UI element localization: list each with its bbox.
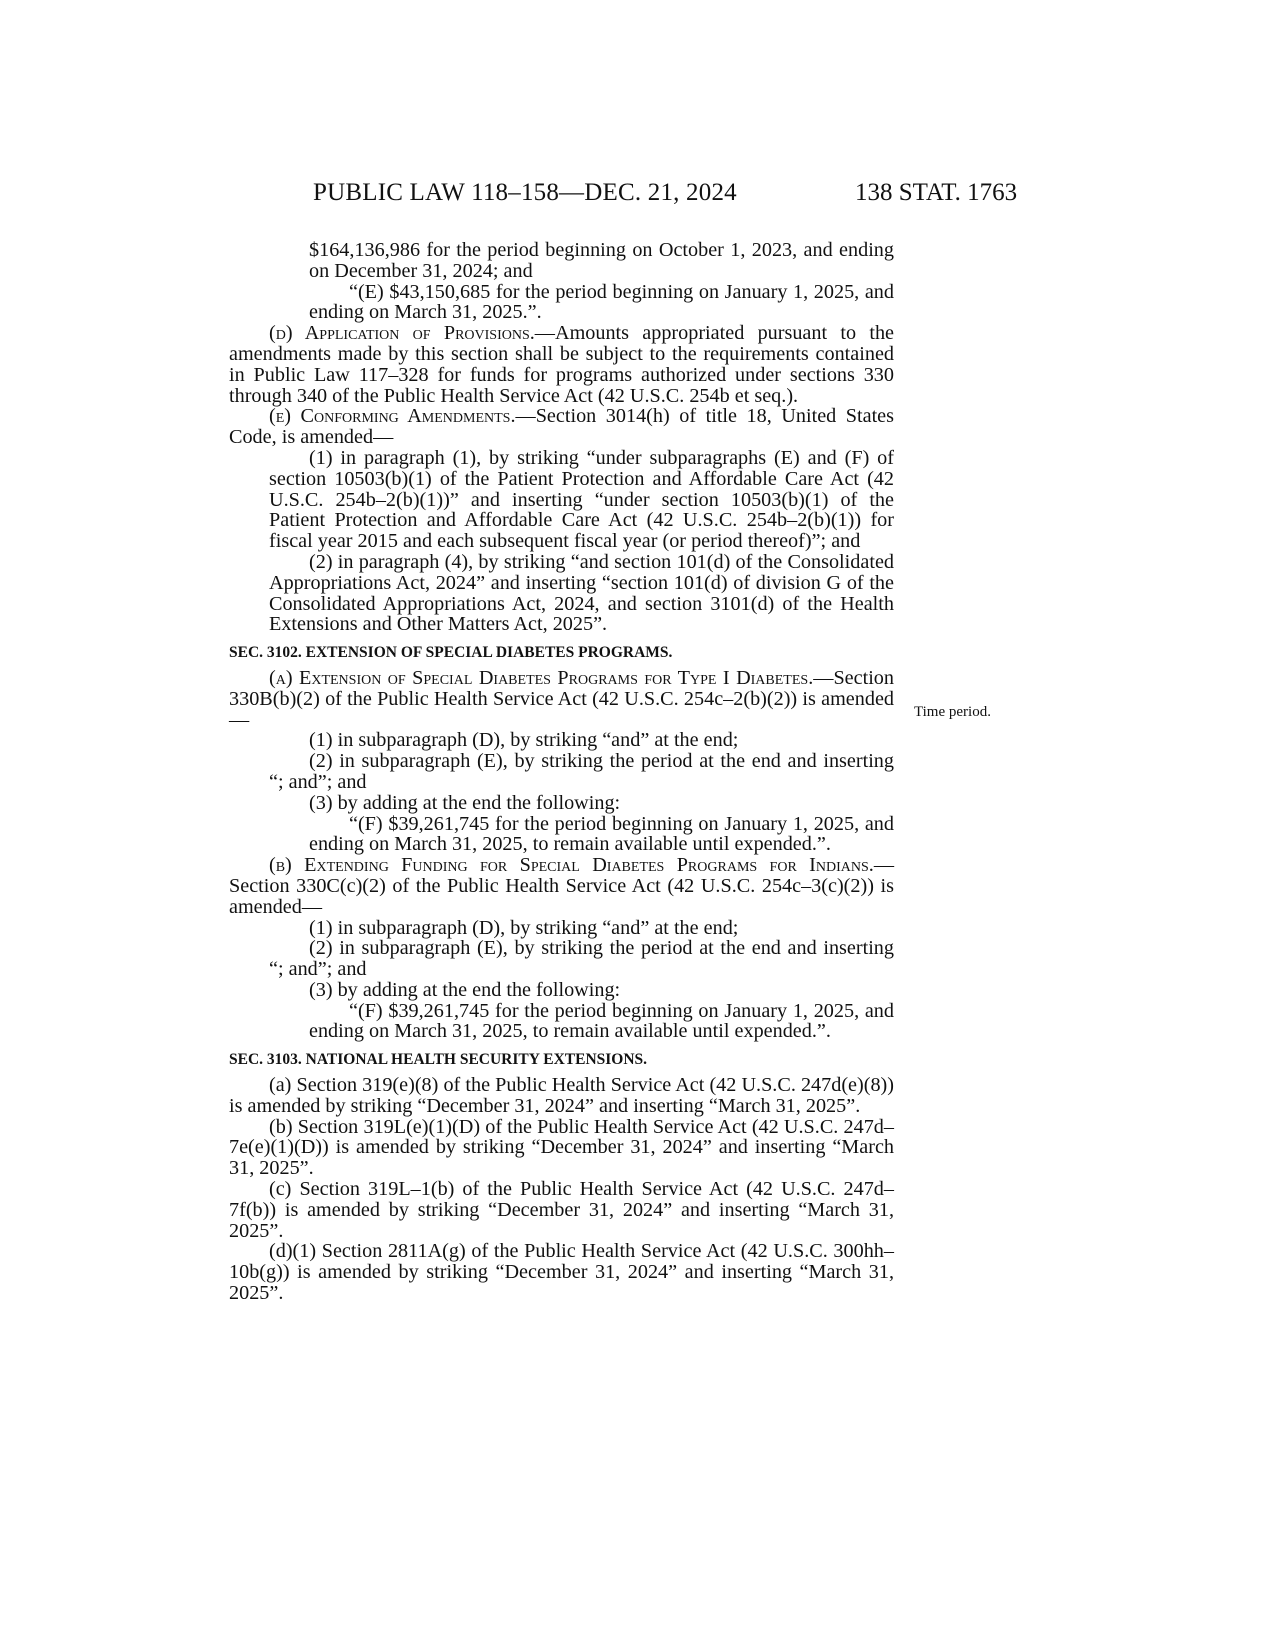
paragraph: “(F) $39,261,745 for the period beginning on January 1, 2025, and ending on March 31, 2025, to remain available until expended.”. [309, 999, 894, 1043]
paragraph: (1) in subparagraph (D), by striking “and” at the end; [309, 916, 739, 939]
subsection-text: —Section 330B(b)(2) of the Public Health Service Act (42 U.S.C. 254c–2(b)(2)) is amended— [229, 666, 894, 731]
paragraph [229, 323, 894, 406]
paragraph: (c) Section 319L–1(b) of the Public Health Service Act (42 U.S.C. 247d–7f(b)) is amended by striking “December 31, 2024” and inserting “March 31, 2025”. [229, 1178, 894, 1242]
paragraph: $164,136,986 for the period beginning on October 1, 2023, and ending on December 31, 2024; and [309, 239, 894, 282]
paragraph [229, 668, 894, 730]
subsection-caption: (b) Extending Funding for Special Diabetes Programs for Indians. [269, 854, 874, 877]
paragraph: “(E) $43,150,685 for the period beginning on January 1, 2025, and ending on March 31, 2025.”. [309, 280, 894, 324]
paragraph: (3) by adding at the end the following: [309, 791, 621, 814]
paragraph: “(F) $39,261,745 for the period beginning on January 1, 2025, and ending on March 31, 2025, to remain available until expended.”. [309, 812, 894, 856]
paragraph: (2) in paragraph (4), by striking “and section 101(d) of the Consolidated Appropriations Act, 2024” and inserting “section 101(d) of division G of the Consolidated Appropriations Act, 2024, and section 3101(d) of the Health Extensions and Other Matters Act, 2025”. [269, 550, 894, 636]
paragraph: (d)(1) Section 2811A(g) of the Public Health Service Act (42 U.S.C. 300hh–10b(g)) is amended by striking “December 31, 2024” and inserting “March 31, 2025”. [229, 1240, 894, 1305]
paragraph: (1) in subparagraph (D), by striking “and” at the end; [309, 729, 739, 752]
subsection-text: —Amounts appropriated pursuant to the amendments made by this section shall be subject to the requirements contained in Public Law 117–328 for funds for programs authorized under sections 330 through 340 of the Public Health Service Act (42 U.S.C. 254b et seq.). [229, 322, 894, 407]
section-heading: SEC. 3102. EXTENSION OF SPECIAL DIABETES PROGRAMS. [229, 644, 673, 662]
paragraph: (3) by adding at the end the following: [309, 978, 621, 1001]
subsection-caption: (a) Extension of Special Diabetes Programs for Type I Diabetes. [269, 666, 814, 689]
subsection-caption: (d) Application of Provisions. [269, 322, 535, 345]
subsection-text: —Section 3014(h) of title 18, United States Code, is amended— [229, 405, 895, 449]
paragraph: (2) in subparagraph (E), by striking the period at the end and inserting “; and”; and [269, 750, 894, 793]
paragraph: (b) Section 319L(e)(1)(D) of the Public Health Service Act (42 U.S.C. 247d–7e(e)(1)(D)) is amended by striking “December 31, 2024” and inserting “March 31, 2025”. [229, 1115, 894, 1180]
paragraph [229, 406, 894, 448]
document-body [229, 240, 894, 1304]
paragraph: (a) Section 319(e)(8) of the Public Health Service Act (42 U.S.C. 247d(e)(8)) is amended by striking “December 31, 2024” and inserting “March 31, 2025”. [229, 1074, 894, 1117]
subsection-text: —Section 330C(c)(2) of the Public Health Service Act (42 U.S.C. 254c–3(c)(2)) is amended— [229, 854, 894, 918]
subsection-caption: (e) Conforming Amendments. [269, 405, 516, 428]
paragraph [229, 855, 894, 917]
section-heading: SEC. 3103. NATIONAL HEALTH SECURITY EXTENSIONS. [229, 1051, 648, 1069]
margin-note: Time period. [914, 704, 991, 720]
page-header-stat: 138 STAT. 1763 [855, 179, 1018, 206]
paragraph: (1) in paragraph (1), by striking “under subparagraphs (E) and (F) of section 10503(b)(1) of the Patient Protection and Affordable Care Act (42 U.S.C. 254b–2(b)(1))” and inserting “under section 10503(b)(1) of the Patient Protection and Affordable Care Act (42 U.S.C. 254b–2(b)(1)) for fiscal year 2015 and each subsequent fiscal year (or period thereof)”; and [269, 446, 894, 553]
page-header-title: PUBLIC LAW 118–158—DEC. 21, 2024 [313, 179, 737, 206]
paragraph: (2) in subparagraph (E), by striking the period at the end and inserting “; and”; and [269, 937, 894, 981]
